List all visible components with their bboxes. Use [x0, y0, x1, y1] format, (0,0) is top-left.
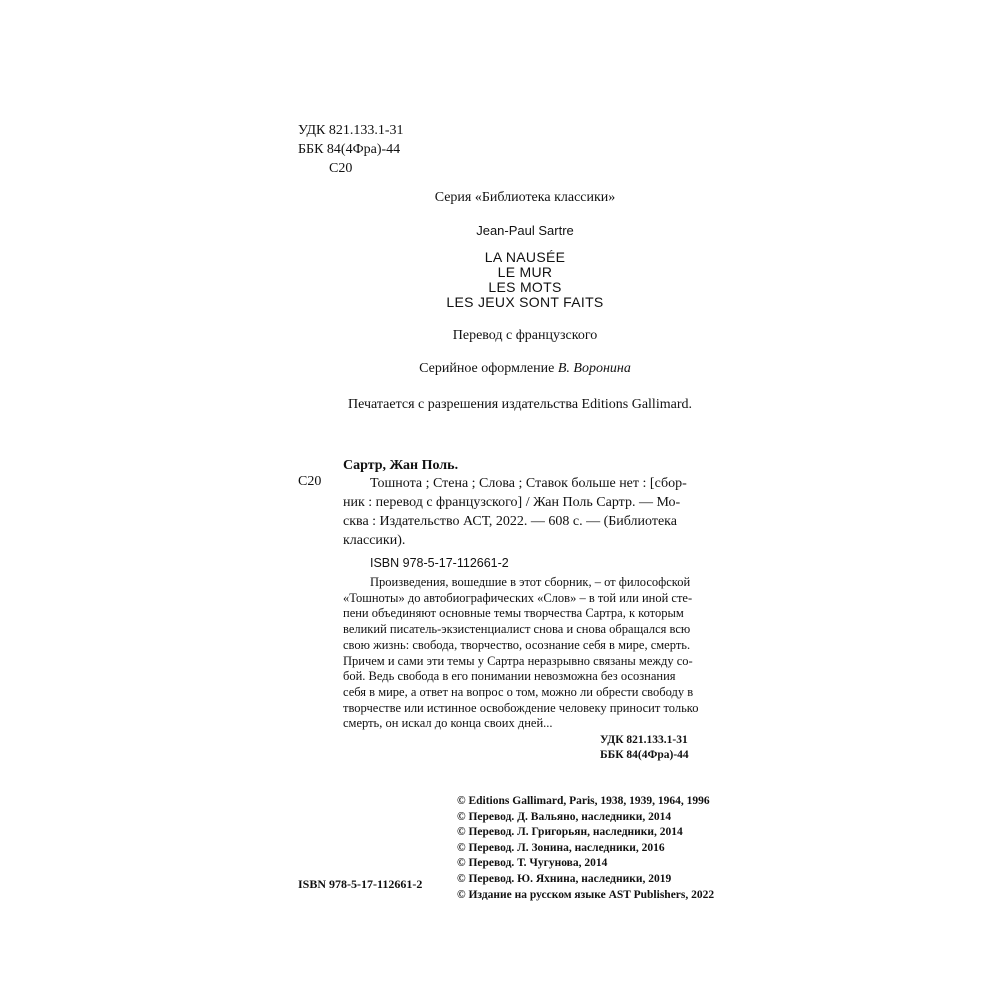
- original-title: LE MUR: [497, 264, 553, 280]
- abstract-line: Произведения, вошедшие в этот сборник, – от философской: [370, 575, 691, 589]
- abstract-line: творчестве или истинное освобождение человеку приносит только: [343, 700, 699, 715]
- copyright-line: © Перевод. Т. Чугунова, 2014: [457, 857, 608, 870]
- abstract-line: себя в мире, а ответ на вопрос о том, можно ли обрести свободу в: [343, 684, 694, 699]
- series-prefix: Серия: [434, 190, 475, 205]
- catalog-description-line: ник : перевод с французского] / Жан Поль Сартр. — Мо-: [343, 495, 681, 510]
- abstract-line: бой. Ведь свобода в его понимании невозможна без осознания: [343, 669, 676, 684]
- copyright-line: © Перевод. Ю. Яхнина, наследники, 2019: [457, 872, 672, 885]
- bbk-code: ББК 84(4Фра)-44: [298, 142, 401, 157]
- abstract-line: «Тошноты» до автобиографических «Слов» – в той или иной сте-: [343, 590, 693, 605]
- catalog-heading: Сартр, Жан Поль.: [343, 458, 459, 473]
- copyright-line: © Перевод. Д. Вальяно, наследники, 2014: [457, 810, 672, 823]
- catalog-isbn: ISBN 978-5-17-112661-2: [370, 556, 509, 570]
- original-title: LES JEUX SONT FAITS: [446, 294, 604, 310]
- abstract-line: смерть, он искал до конца своих дней...: [343, 716, 553, 731]
- abstract-line: пени объединяют основные темы творчества Сартра, к которым: [343, 606, 684, 621]
- design-credit-label: Серийное оформление: [419, 361, 558, 376]
- footer-isbn: ISBN 978-5-17-112661-2: [298, 877, 423, 891]
- catalog-author-mark: С20: [298, 474, 322, 489]
- catalog-description-line: сква : Издательство АСТ, 2022. — 608 с. — (Библиотека: [343, 514, 677, 529]
- original-author: Jean-Paul Sartre: [476, 223, 574, 238]
- author-mark: С20: [329, 161, 353, 176]
- original-title: LA NAUSÉE: [484, 249, 566, 265]
- catalog-bbk: ББК 84(4Фра)-44: [600, 749, 689, 761]
- original-title: LES MOTS: [488, 279, 562, 295]
- catalog-description-line: Тошнота ; Стена ; Слова ; Ставок больше нет : [сбор-: [370, 476, 687, 491]
- abstract-line: великий писатель-экзистенциалист снова и снова обращался всю: [343, 622, 691, 637]
- copyright-line: © Издание на русском языке AST Publishers, 2022: [457, 888, 715, 901]
- design-credit: [300, 361, 750, 377]
- series-name: «Библиотека классики»: [474, 190, 616, 205]
- translation-note: Перевод с французского: [452, 328, 598, 343]
- original-titles: [300, 250, 750, 310]
- copyright-line: © Перевод. Л. Зонина, наследники, 2016: [457, 841, 665, 854]
- catalog-abstract: [343, 575, 698, 732]
- catalog-description: [370, 474, 750, 493]
- abstract-line: Причем и сами эти темы у Сартра неразрывно связаны между со-: [343, 653, 693, 668]
- catalog-udk: УДК 821.133.1-31: [600, 734, 688, 746]
- udk-code: УДК 821.133.1-31: [298, 123, 404, 138]
- copyright-line: © Editions Gallimard, Paris, 1938, 1939, 1964, 1996: [457, 795, 710, 807]
- designer-name: В. Воронина: [557, 361, 631, 376]
- permission-note: Печатается с разрешения издательства Editions Gallimard.: [348, 397, 692, 412]
- catalog-description-line: классики).: [343, 533, 406, 548]
- copyright-block: [457, 794, 714, 903]
- series-line: [300, 190, 750, 206]
- copyright-line: © Перевод. Л. Григорьян, наследники, 2014: [457, 826, 683, 839]
- abstract-line: свою жизнь: свобода, творчество, осознание себя в мире, смерть.: [343, 637, 691, 652]
